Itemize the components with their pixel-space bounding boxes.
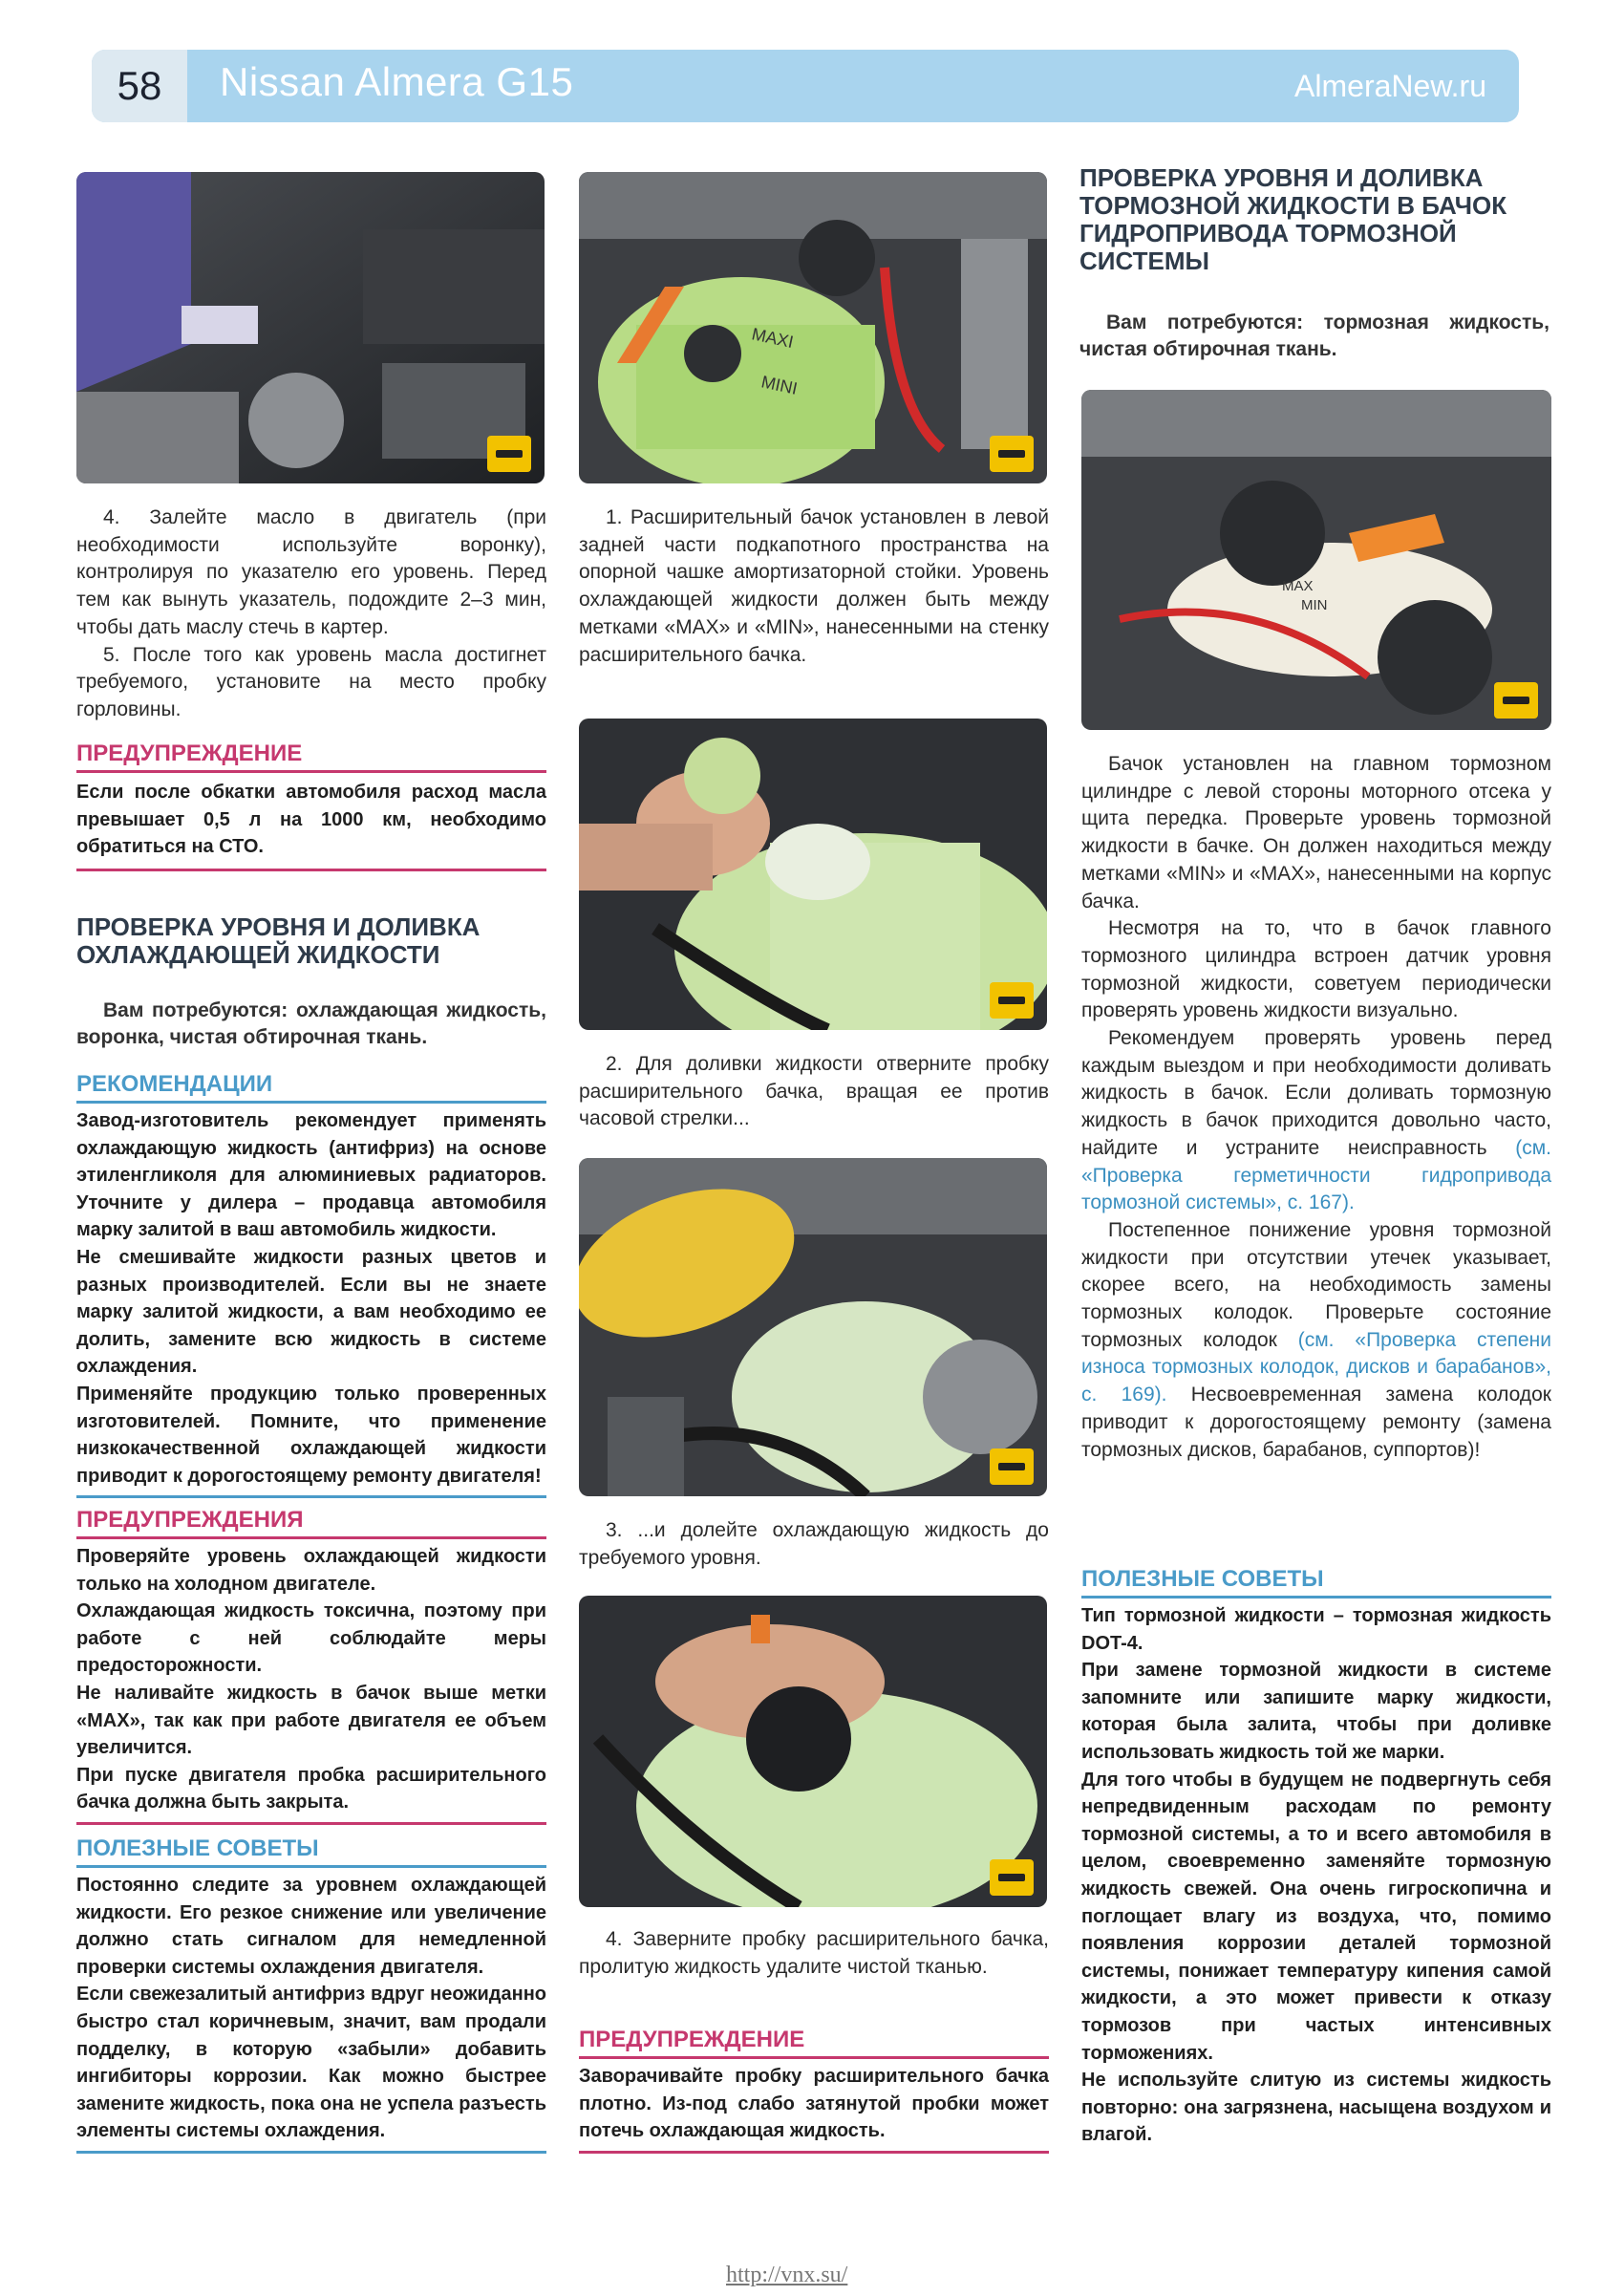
- text-span: Постепенное понижение уровня тормозной жидкости при отсутствии утечек указывает, скорее всего, на необходимость замены тормозных колодок. Проверьте состояние тормозных колодок: [1081, 1218, 1551, 1351]
- page-number: 58: [92, 50, 187, 122]
- text-span: Рекомендуем проверять уровень перед каждым выездом и при необходимости доливать жидкость в бачок. Если доливать тормозную жидкость в бачок приходится довольно часто, найдите и устраните неисправность: [1081, 1027, 1551, 1159]
- oil-step-4: 4. Залейте масло в двигатель (при необходимости используйте воронку), контролируя по указателю его уровень. Перед тем как вынуть указатель, подождите 2–3 мин, чтобы дать маслу стечь в картер.: [76, 506, 546, 638]
- tips-box-brake: [1081, 1563, 1551, 2149]
- photo-oil-filling: [76, 172, 545, 483]
- tips-title: ПОЛЕЗНЫЕ СОВЕТЫ: [76, 1833, 546, 1868]
- tip-paragraph: Если свежезалитый антифриз вдруг неожиданно быстро стал коричневым, значит, вам продали подделку, в которую «забыли» добавить ингибиторы коррозии. Как можно быстрее замените жидкость, пока она не успела разъесть элементы системы охлаждения.: [76, 1984, 546, 2142]
- coolant-step-1-text: [579, 504, 1049, 669]
- max-label: MAX: [1282, 578, 1314, 594]
- brake-paragraph: Несмотря на то, что в бачок главного тормозного цилиндра встроен датчик уровня тормозной жидкости, советуем периодически проверять уровень жидкости визуально.: [1081, 917, 1551, 1022]
- tip-paragraph: Постоянно следите за уровнем охлаждающей жидкости. Его резкое снижение или увеличение должно стать сигналом для немедленной проверки системы охлаждения двигателя.: [76, 1875, 546, 1978]
- warning-title: ПРЕДУПРЕЖДЕНИЕ: [76, 738, 546, 773]
- warning-title: ПРЕДУПРЕЖДЕНИЕ: [579, 2024, 1049, 2059]
- tip-paragraph: Тип тормозной жидкости – тормозная жидкость DOT-4.: [1081, 1605, 1551, 1654]
- photo-screw-cap: [579, 1596, 1047, 1907]
- section-title-brake: ПРОВЕРКА УРОВНЯ И ДОЛИВКА ТОРМОЗНОЙ ЖИДКОСТИ В БАЧОК ГИДРОПРИВОДА ТОРМОЗНОЙ СИСТЕМЫ: [1079, 163, 1507, 275]
- photo-badge-icon: [1494, 682, 1538, 719]
- min-label: MIN: [1301, 597, 1328, 613]
- mini-label: MINI: [759, 372, 800, 398]
- warnings-title: ПРЕДУПРЕЖДЕНИЯ: [76, 1504, 546, 1539]
- photo-coolant-tank: [579, 172, 1047, 483]
- brake-requirements: Вам потребуются: тормозная жидкость, чистая обтирочная ткань.: [1079, 311, 1549, 360]
- photo-unscrew-cap: [579, 719, 1047, 1030]
- coolant-step-4: 4. Заверните пробку расширительного бачка, пролитую жидкость удалите чистой тканью.: [579, 1928, 1049, 1978]
- brake-text: [1081, 751, 1551, 1464]
- tip-paragraph: Для того чтобы в будущем не подвергнуть себя непредвиденным расходам по ремонту тормозной системы, а то и всего автомобиля в целом, своевременно заменяйте тормозную жидкость свежей. Она очень гигроскопична и поглощает влагу из воздуха, что, помимо появления коррозии деталей тормозной системы, понижает температуру кипения самой жидкости, а это может привести к отказу тормозов при частых интенсивных торможениях.: [1081, 1769, 1551, 2064]
- photo-badge-icon: [990, 436, 1034, 472]
- warning-divider: [76, 869, 546, 871]
- recommendations-box: [76, 1068, 546, 1498]
- tips-title: ПОЛЕЗНЫЕ СОВЕТЫ: [1081, 1563, 1551, 1599]
- rec-paragraph: Завод-изготовитель рекомендует применять охлаждающую жидкость (антифриз) на основе этиленгликоля для алюминиевых радиаторов. Уточните у дилера – продавца автомобиля марку залитой в ваш автомобиль жидкости.: [76, 1110, 546, 1241]
- photo-badge-icon: [990, 1448, 1034, 1485]
- warning-box-oil: [76, 738, 546, 871]
- warning-paragraph: При пуске двигателя пробка расширительного бачка должна быть закрыта.: [76, 1764, 546, 1813]
- coolant-step-2-text: [579, 1051, 1049, 1133]
- site-name: AlmeraNew.ru: [1294, 69, 1486, 103]
- section-title-coolant: ПРОВЕРКА УРОВНЯ И ДОЛИВКА ОХЛАЖДАЮЩЕЙ ЖИДКОСТИ: [76, 912, 481, 969]
- coolant-step-3: 3. ...и долейте охлаждающую жидкость до требуемого уровня.: [579, 1519, 1049, 1569]
- recommendations-title: РЕКОМЕНДАЦИИ: [76, 1068, 546, 1104]
- photo-brake-reservoir: [1081, 390, 1551, 730]
- coolant-step-3-text: [579, 1517, 1049, 1572]
- oil-step-5: 5. После того как уровень масла достигнет требуемого, установите на место пробку горловины.: [76, 643, 546, 720]
- brake-paragraph-3: [1081, 1025, 1551, 1217]
- photo-fill-coolant: [579, 1158, 1047, 1496]
- warning-paragraph: Не наливайте жидкость в бачок выше метки «MAX», так как при работе двигателя ее объем увеличится.: [76, 1682, 546, 1759]
- footer-url[interactable]: http://vnx.su/: [726, 2263, 848, 2287]
- warning-paragraph: Проверяйте уровень охлаждающей жидкости только на холодном двигателе.: [76, 1546, 546, 1595]
- brake-paragraph-4: [1081, 1217, 1551, 1464]
- coolant-step-4-text: [579, 1926, 1049, 1981]
- text-span: Несвоевременная замена колодок приводит к дорогостоящему ремонту (замена тормозных дисков, барабанов, суппортов)!: [1081, 1384, 1551, 1461]
- oil-steps: [76, 504, 546, 724]
- photo-badge-icon: [990, 1859, 1034, 1896]
- photo-badge-icon: [487, 436, 531, 472]
- coolant-step-1: 1. Расширительный бачок установлен в левой задней части подкапотного пространства на опорной чашке амортизаторной стойки. Уровень охлаждающей жидкости должен быть между метками «MAX» и «MIN», нанесенными на стенку расширительного бачка.: [579, 506, 1049, 666]
- tip-paragraph: Не используйте слитую из системы жидкость повторно: она загрязнена, насыщена воздухом и влагой.: [1081, 2070, 1551, 2146]
- warning-box-cap: [579, 2024, 1049, 2154]
- link-hydraulic-check[interactable]: (см. «Проверка герметичности гидропривода тормозной системы», с. 167).: [1081, 1136, 1551, 1214]
- warning-text: Заворачивайте пробку расширительного бачка плотно. Из-под слабо затянутой пробки может потечь охлаждающая жидкость.: [579, 2066, 1049, 2142]
- link-pad-wear-check[interactable]: (см. «Проверка степени износа тормозных колодок, дисков и барабанов», с. 169).: [1081, 1328, 1551, 1406]
- photo-badge-icon: [990, 982, 1034, 1019]
- tip-paragraph: При замене тормозной жидкости в системе запомните или запишите марку жидкости, которая была залита, чтобы при доливке использовать жидкость той же марки.: [1081, 1660, 1551, 1763]
- rec-paragraph: Не смешивайте жидкости разных цветов и разных производителей. Если вы не знаете марку залитой жидкости, а вам необходимо ее долить, замените всю жидкость в системе охлаждения.: [76, 1246, 546, 1378]
- warning-divider: [579, 2151, 1049, 2154]
- book-title: Nissan Almera G15: [220, 59, 574, 104]
- rec-divider: [76, 1495, 546, 1498]
- coolant-requirements: Вам потребуются: охлаждающая жидкость, воронка, чистая обтирочная ткань.: [76, 999, 546, 1048]
- rec-paragraph: Применяйте продукцию только проверенных изготовителей. Помните, что применение низкокачественной охлаждающей жидкости приводит к дорогостоящему ремонту двигателя!: [76, 1383, 546, 1487]
- warning-text: Если после обкатки автомобиля расход масла превышает 0,5 л на 1000 км, необходимо обратиться на СТО.: [76, 782, 546, 858]
- maxi-label: MAXI: [750, 324, 796, 353]
- warnings-divider: [76, 1822, 546, 1825]
- brake-paragraph: Бачок установлен на главном тормозном цилиндре с левой стороны моторного отсека у щита передка. Проверьте уровень тормозной жидкости в бачке. Он должен находиться между метками «MIN» и «MAX», нанесенными на корпус бачка.: [1081, 753, 1551, 912]
- tips-divider: [76, 2151, 546, 2154]
- coolant-step-2: 2. Для доливки жидкости отверните пробку расширительного бачка, вращая ее против часовой стрелки...: [579, 1053, 1049, 1130]
- warning-paragraph: Охлаждающая жидкость токсична, поэтому при работе с ней соблюдайте меры предосторожности.: [76, 1600, 546, 1677]
- tips-box-coolant: [76, 1833, 546, 2154]
- warnings-box-coolant: [76, 1504, 546, 1825]
